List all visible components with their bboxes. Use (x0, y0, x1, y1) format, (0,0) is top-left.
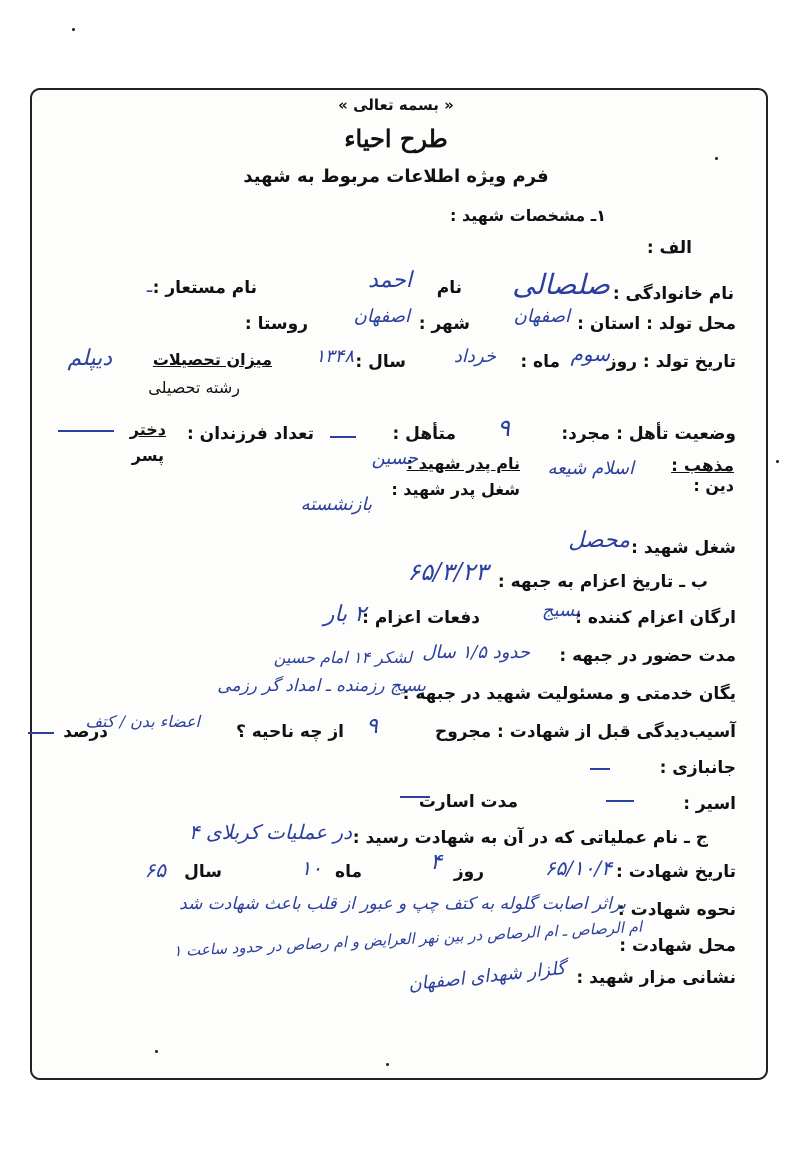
injury-area-label: از چه ناحیه ؟ (235, 722, 344, 742)
martyr-date-label: تاریخ شهادت : (616, 862, 736, 882)
duration-label: مدت حضور در جبهه : (559, 646, 736, 666)
alef-label: الف : (646, 238, 692, 258)
manner-value: براثر اصابت گلوله به کتف چپ و عبور از قلب باعث شهادت شد (179, 894, 626, 914)
scan-speck (72, 28, 75, 31)
percent-label: درصد (63, 722, 108, 742)
captive-dash (606, 800, 634, 802)
martyr-month-value: ۱۰ (300, 856, 322, 880)
captive-label: اسیر : (683, 794, 736, 814)
dispatch-count-label: دفعات اعزام : (362, 608, 480, 628)
place-label: محل شهادت : (619, 936, 736, 956)
captivity-label: مدت اسارت (418, 792, 518, 812)
job-label: شغل شهید : (631, 538, 736, 558)
martyr-year-value: ۶۵ (144, 858, 166, 882)
birth-year-value: ۱۳۴۸ (315, 346, 354, 367)
city-label: شهر : (418, 314, 470, 334)
first-name-label: نام (436, 278, 462, 298)
family-name-value: صلصالی (512, 268, 610, 301)
married-dash (330, 436, 356, 438)
dispatch-org-label: ارگان اعزام کننده : (575, 608, 736, 628)
job-value: محصل (568, 528, 630, 553)
martyr-month-label: ماه (335, 862, 362, 882)
married-label: متأهل : (392, 424, 456, 444)
unit-top-value: لشکر ۱۴ امام حسین (273, 648, 412, 667)
dispatch-org-value: بسیج (541, 600, 580, 621)
family-name-label: نام خانوادگی : (612, 284, 734, 304)
father-name-value: حسین (371, 448, 418, 469)
birthdate-label: تاریخ تولد : روز (606, 352, 736, 372)
month-label: ماه : (520, 352, 560, 372)
father-job-label: شغل پدر شهید : (391, 480, 520, 499)
unit-value: بسیج رزمنده ـ امداد گر رزمی (217, 676, 426, 696)
alias-value: ـ (146, 276, 152, 297)
birth-day-value: سوم (570, 342, 610, 366)
dispatch-date-value: ۶۵/۳/۲۳ (407, 558, 488, 586)
captivity-dash (400, 796, 430, 798)
marital-label: وضعیت تأهل : مجرد: (561, 424, 736, 444)
father-name-label: نام پدر شهید : (406, 454, 520, 473)
percent-dash (28, 732, 54, 734)
janbazi-dash (590, 768, 610, 770)
grave-label: نشانی مزار شهید : (576, 968, 736, 988)
martyr-day-label: روز (453, 862, 484, 882)
manner-label: نحوه شهادت : (617, 900, 736, 920)
form-subtitle: فرم ویژه اطلاعات مربوط به شهید (243, 166, 549, 187)
sect-value: اسلام شیعه (547, 458, 634, 479)
martyr-date-value: ۶۵/۱۰/۴ (544, 856, 612, 880)
operation-label: ج ـ نام عملیاتی که در آن به شهادت رسید : (352, 828, 708, 848)
daughter-dash (58, 430, 114, 432)
grave-value: گلزار شهدای اصفهان (407, 957, 567, 996)
city-value: اصفهان (353, 306, 410, 327)
sect-label: مذهب : (671, 456, 734, 476)
father-job-value: بازنشسته (300, 494, 372, 515)
scan-speck (715, 157, 718, 160)
injury-value: ۹ (366, 714, 378, 739)
form-title: طرح احیاء (344, 124, 448, 153)
birth-month-value: خرداد (453, 346, 496, 367)
children-label: تعداد فرزندان : (186, 424, 314, 444)
unit-label: یگان خدمتی و مسئولیت شهید در جبهه : (402, 684, 736, 704)
son-label: پسر (131, 446, 164, 465)
year-label: سال : (355, 352, 406, 372)
dispatch-count-value: ۲ بار (323, 602, 366, 627)
alias-label: نام مستعار : (152, 278, 257, 298)
religion-label: دین : (693, 476, 734, 495)
birthplace-label: محل تولد : استان : (577, 314, 736, 334)
injury-label: آسیب‌دیدگی قبل از شهادت : مجروح (434, 722, 736, 742)
field-label: رشته تحصیلی (148, 378, 240, 397)
martyr-year-label: سال (184, 862, 222, 882)
daughter-label: دختر (129, 420, 166, 439)
martyr-day-value: ۴ (430, 850, 442, 875)
place-value: ام الرصاص ـ ام الرصاص در بین نهر العرایض و ام رصاص در حدود ساعت ۱ (172, 917, 643, 961)
scan-speck (155, 1050, 158, 1053)
province-value: اصفهان (513, 306, 570, 327)
janbazi-label: جانبازی : (659, 758, 736, 778)
scan-speck (386, 1063, 389, 1066)
basmala: « بسمه تعالی » (338, 96, 454, 114)
section-heading: ۱ـ مشخصات شهید : (450, 206, 606, 225)
scan-speck (776, 460, 779, 463)
dispatch-date-label: ب ـ تاریخ اعزام به جبهه : (497, 572, 708, 592)
village-label: روستا : (244, 314, 308, 334)
first-name-value: احمد (368, 268, 412, 293)
education-label: میزان تحصیلات (152, 350, 272, 369)
operation-value: در عملیات کربلای ۴ (188, 820, 352, 844)
injury-area-value: اعضاء بدن / کتف (85, 712, 200, 731)
duration-value: حدود ۱/۵ سال (422, 642, 530, 663)
single-value: ۹ (497, 414, 510, 442)
education-value: دیپلم (67, 346, 112, 371)
